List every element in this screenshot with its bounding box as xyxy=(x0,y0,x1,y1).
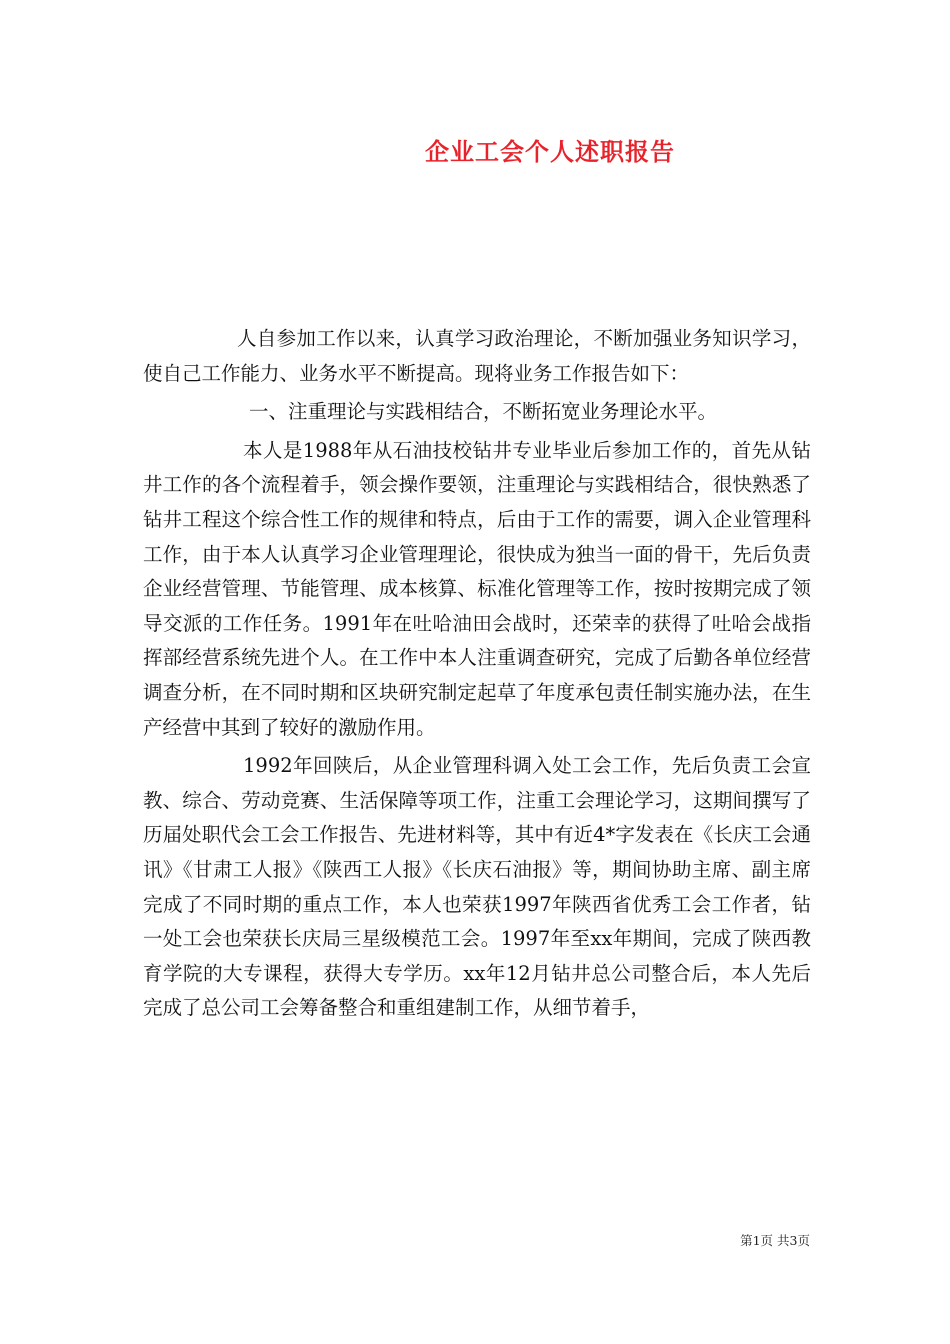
paragraph-career: 本人是1988年从石油技校钻井专业毕业后参加工作的，首先从钻井工作的各个流程着手，领会操作要领，注重理论与实践相结合，很快熟悉了钻井工程这个综合性工作的规律和特点，后由于工作的需要，调入企业管理科工作，由于本人认真学习企业管理理论，很快成为独当一面的骨干，先后负责企业经营管理、节能管理、成本核算、标准化管理等工作，按时按期完成了领导交派的工作任务。1991年在吐哈油田会战时，还荣幸的获得了吐哈会战指挥部经营系统先进个人。在工作中本人注重调查研究，完成了后勤各单位经营调查分析，在不同时期和区块研究制定起草了年度承包责任制实施办法，在生产经营中其到了较好的激励作用。 xyxy=(143,438,811,739)
document-title: 企业工会个人述职报告 xyxy=(425,137,675,166)
paragraph-intro: 人自参加工作以来，认真学习政治理论，不断加强业务知识学习，使自己工作能力、业务水平不断提高。现将业务工作报告如下： xyxy=(143,327,811,385)
document-body xyxy=(143,322,811,1026)
paragraph-union-work: 1992年回陕后，从企业管理科调入处工会工作，先后负责工会宣教、综合、劳动竞赛、生活保障等项工作，注重工会理论学习，这期间撰写了历届处职代会工会工作报告、先进材料等，其中有近4*字发表在《长庆工会通讯》《甘肃工人报》《陕西工人报》《长庆石油报》等，期间协助主席、副主席完成了不同时期的重点工作，本人也荣获1997年陕西省优秀工会工作者，钻一处工会也荣获长庆局三星级模范工会。1997年至xx年期间，完成了陕西教育学院的大专课程，获得大专学历。xx年12月钻井总公司整合后，本人先后完成了总公司工会筹备整合和重组建制工作，从细节着手， xyxy=(143,754,811,1020)
section-heading: 一、注重理论与实践相结合，不断拓宽业务理论水平。 xyxy=(249,400,718,424)
page-number: 第1页 共3页 xyxy=(740,1233,810,1248)
